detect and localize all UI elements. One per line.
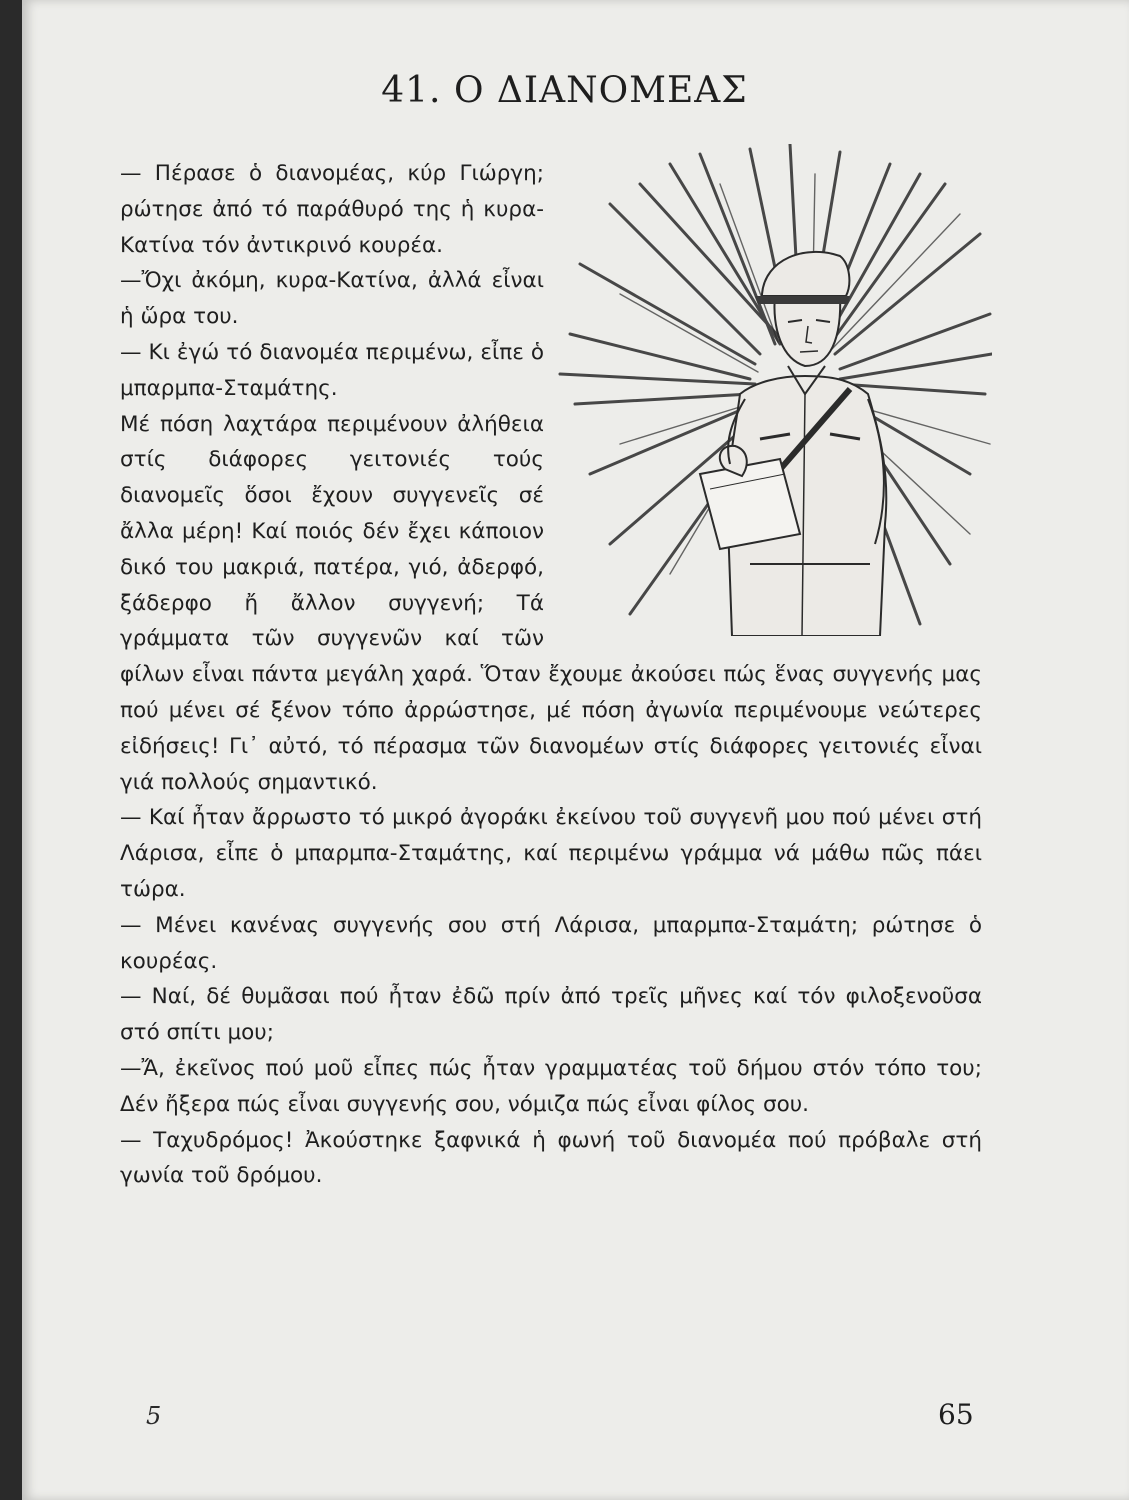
page-number: 65 xyxy=(938,1398,974,1431)
postman-figure xyxy=(700,252,886,636)
paragraph: Μέ πόση λαχτάρα περιμένουν ἀλήθεια στίς διάφορες γειτονιές τούς διανομεῖς ὅσοι ἔχουν συγγενεῖς σέ ἄλλα μέρη! Καί ποιός δέν ἔχει κάποιον δικό του μακριά, πατέρα, γιό, ἀδερφό, ξάδερφο ἤ ἄλλον συγγενή; Τά γράμματα τῶν συγγενῶν καί τῶν φίλων εἶναι πάντα μεγάλη χαρά. Ὅταν ἔχουμε ἀκούσει πώς ἕνας συγγενής μας πού μένει σέ ξένον τόπο ἀρρώστησε, μέ πόση ἀγωνία περιμένουμε νεώτερες εἰδήσεις! Γι᾿ αὐτό, τό πέρασμα τῶν διανομέων στίς διάφορες γειτονιές εἶναι γιά πολλούς σημαντικό. xyxy=(120,411,982,795)
chapter-title: 41. Ο ΔΙΑΝΟΜΕΑΣ xyxy=(381,70,748,111)
paragraph: — Καί ἦταν ἄρρωστο τό μικρό ἀγοράκι ἐκείνου τοῦ συγγενῆ μου πού μένει στή Λάρισα, εἶπε ὁ μπαρμπα-Σταμάτης, καί περιμένω γράμμα νά μάθω πῶς πάει τώρα. xyxy=(120,805,982,902)
signature-mark: 5 xyxy=(146,1402,162,1430)
postman-drawing xyxy=(550,144,992,636)
paragraph: —Ἄ, ἐκεῖνος πού μοῦ εἶπες πώς ἦταν γραμματέας τοῦ δήμου στόν τόπο του; Δέν ἤξερα πώς εἶναι συγγενής σου, νόμιζα πώς εἶναι φίλος σου. xyxy=(120,1055,982,1117)
paragraph: —Ὄχι ἀκόμη, κυρα-Κατίνα, ἀλλά εἶναι ἡ ὥρα του. xyxy=(120,268,544,330)
paragraph: — Κι ἐγώ τό διανομέα περιμένω, εἶπε ὁ μπαρμπα-Σταμάτης. xyxy=(120,339,544,401)
postman-illustration xyxy=(550,144,992,636)
paragraph: — Ταχυδρόμος! Ἀκούστηκε ξαφνικά ἡ φωνή τοῦ διανομέα πού πρόβαλε στή γωνία τοῦ δρόμου. xyxy=(120,1127,982,1189)
paragraph: — Πέρασε ὁ διανομέας, κύρ Γιώργη; ρώτησε ἀπό τό παράθυρό της ἡ κυρα-Κατίνα τόν ἀντικρινό κουρέα. xyxy=(120,161,544,258)
paragraph: — Ναί, δέ θυμᾶσαι πού ἦταν ἐδῶ πρίν ἀπό τρεῖς μῆνες καί τόν φιλοξενοῦσα στό σπίτι μου; xyxy=(120,984,982,1046)
chapter-text xyxy=(120,156,982,1194)
paragraph: — Μένει κανένας συγγενής σου στή Λάρισα, μπαρμπα-Σταμάτη; ρώτησε ὁ κουρέας. xyxy=(120,912,982,974)
